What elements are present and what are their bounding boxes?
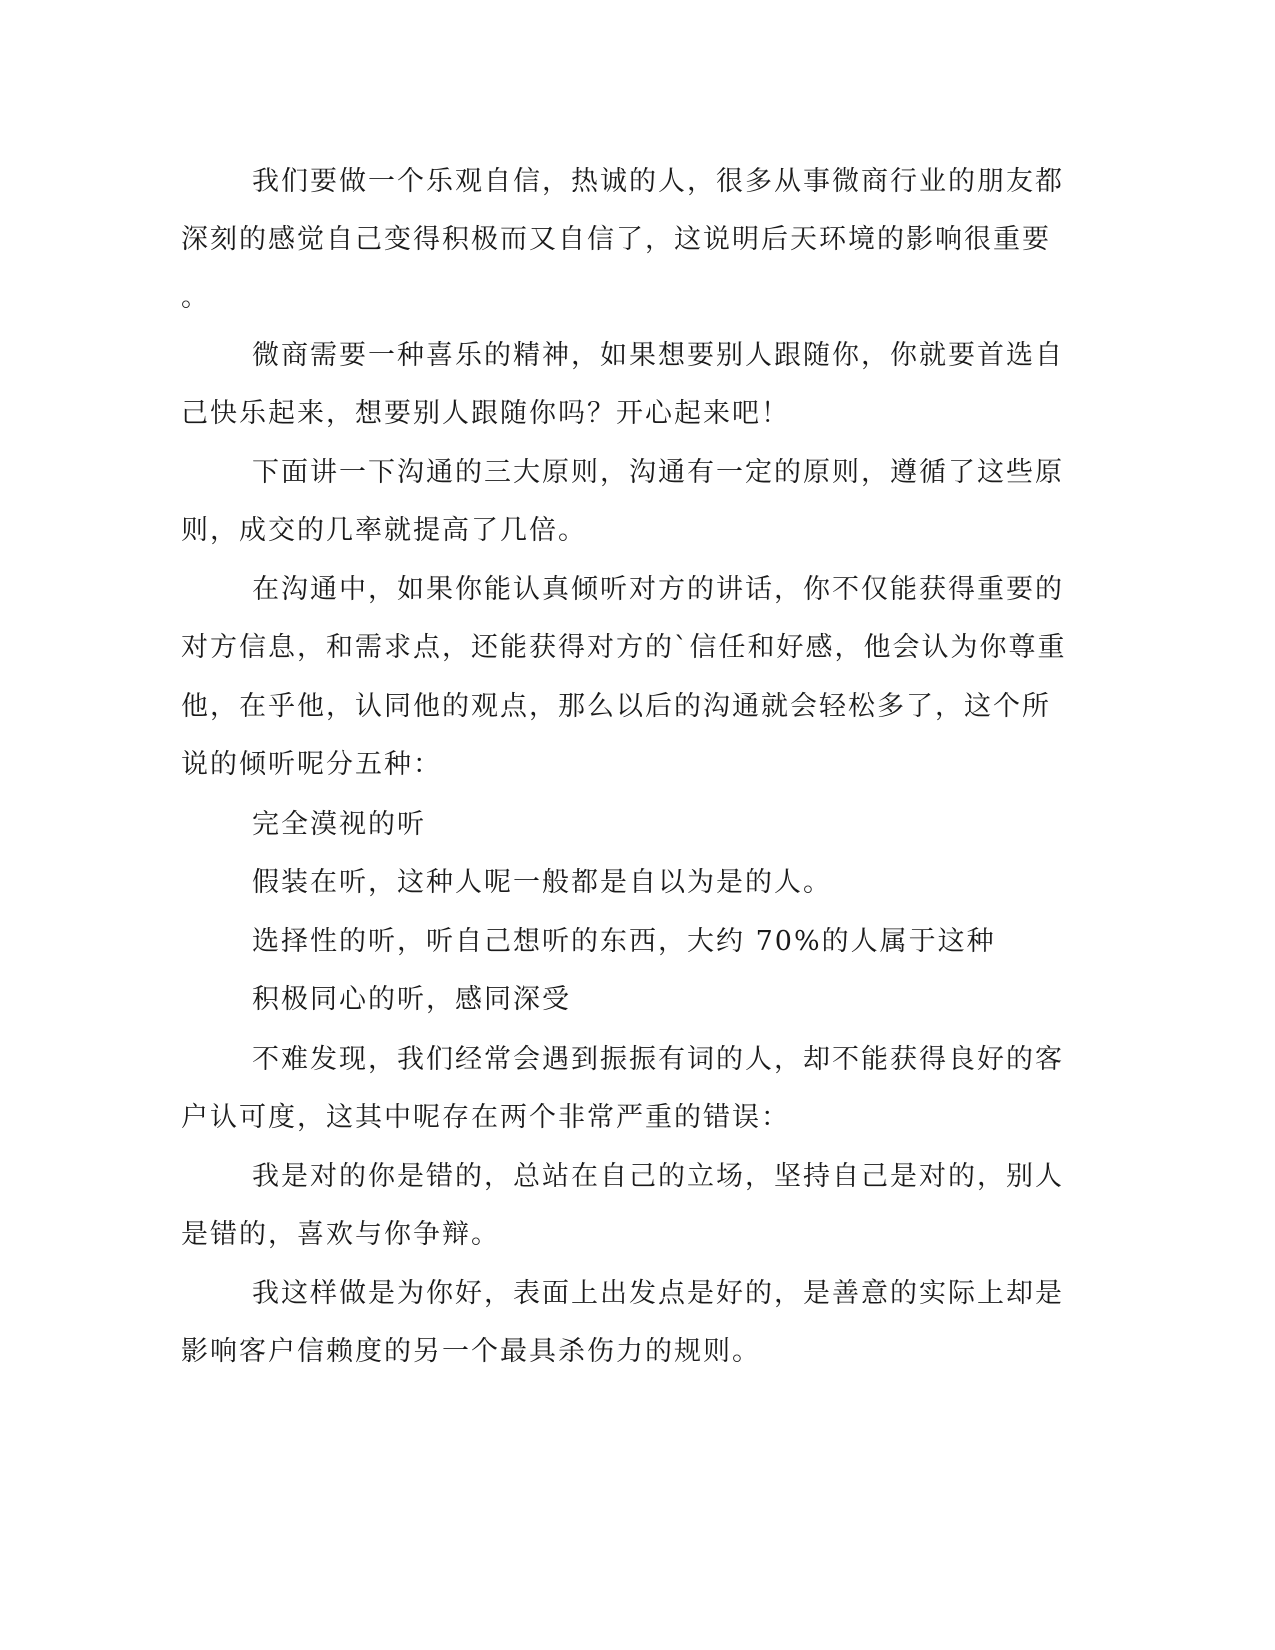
paragraph-line: 我是对的你是错的，总站在自己的立场，坚持自己是对的，别人: [252, 1161, 1064, 1192]
paragraph-line: 微商需要一种喜乐的精神，如果想要别人跟随你，你就要首选自: [252, 340, 1064, 371]
paragraph-line: 在沟通中，如果你能认真倾听对方的讲话，你不仅能获得重要的: [252, 574, 1064, 605]
list-line: 假装在听，这种人呢一般都是自以为是的人。: [252, 867, 832, 898]
list-line: 选择性的听，听自己想听的东西，大约 70%的人属于这种: [252, 926, 996, 957]
paragraph-line: 我们要做一个乐观自信，热诚的人，很多从事微商行业的朋友都: [252, 166, 1064, 197]
paragraph-line: 。: [181, 282, 210, 313]
paragraph-line: 我这样做是为你好，表面上出发点是好的，是善意的实际上却是: [252, 1278, 1064, 1309]
paragraph-line: 说的倾听呢分五种：: [181, 749, 442, 780]
paragraph-line: 下面讲一下沟通的三大原则，沟通有一定的原则，遵循了这些原: [252, 457, 1064, 488]
paragraph-line: 户认可度，这其中呢存在两个非常严重的错误：: [181, 1102, 790, 1133]
paragraph-line: 己快乐起来，想要别人跟随你吗？开心起来吧！: [181, 398, 790, 429]
paragraph-line: 对方信息，和需求点，还能获得对方的`信任和好感，他会认为你尊重: [181, 632, 1067, 663]
paragraph-line: 是错的，喜欢与你争辩。: [181, 1219, 500, 1250]
paragraph-line: 他，在乎他，认同他的观点，那么以后的沟通就会轻松多了，这个所: [181, 691, 1051, 722]
paragraph-line: 不难发现，我们经常会遇到振振有词的人，却不能获得良好的客: [252, 1044, 1064, 1075]
paragraph-line: 影响客户信赖度的另一个最具杀伤力的规则。: [181, 1336, 761, 1367]
paragraph-line: 深刻的感觉自己变得积极而又自信了，这说明后天环境的影响很重要: [181, 224, 1051, 255]
list-line: 积极同心的听，感同深受: [252, 984, 571, 1015]
paragraph-line: 则，成交的几率就提高了几倍。: [181, 515, 587, 546]
list-line: 完全漠视的听: [252, 809, 426, 840]
